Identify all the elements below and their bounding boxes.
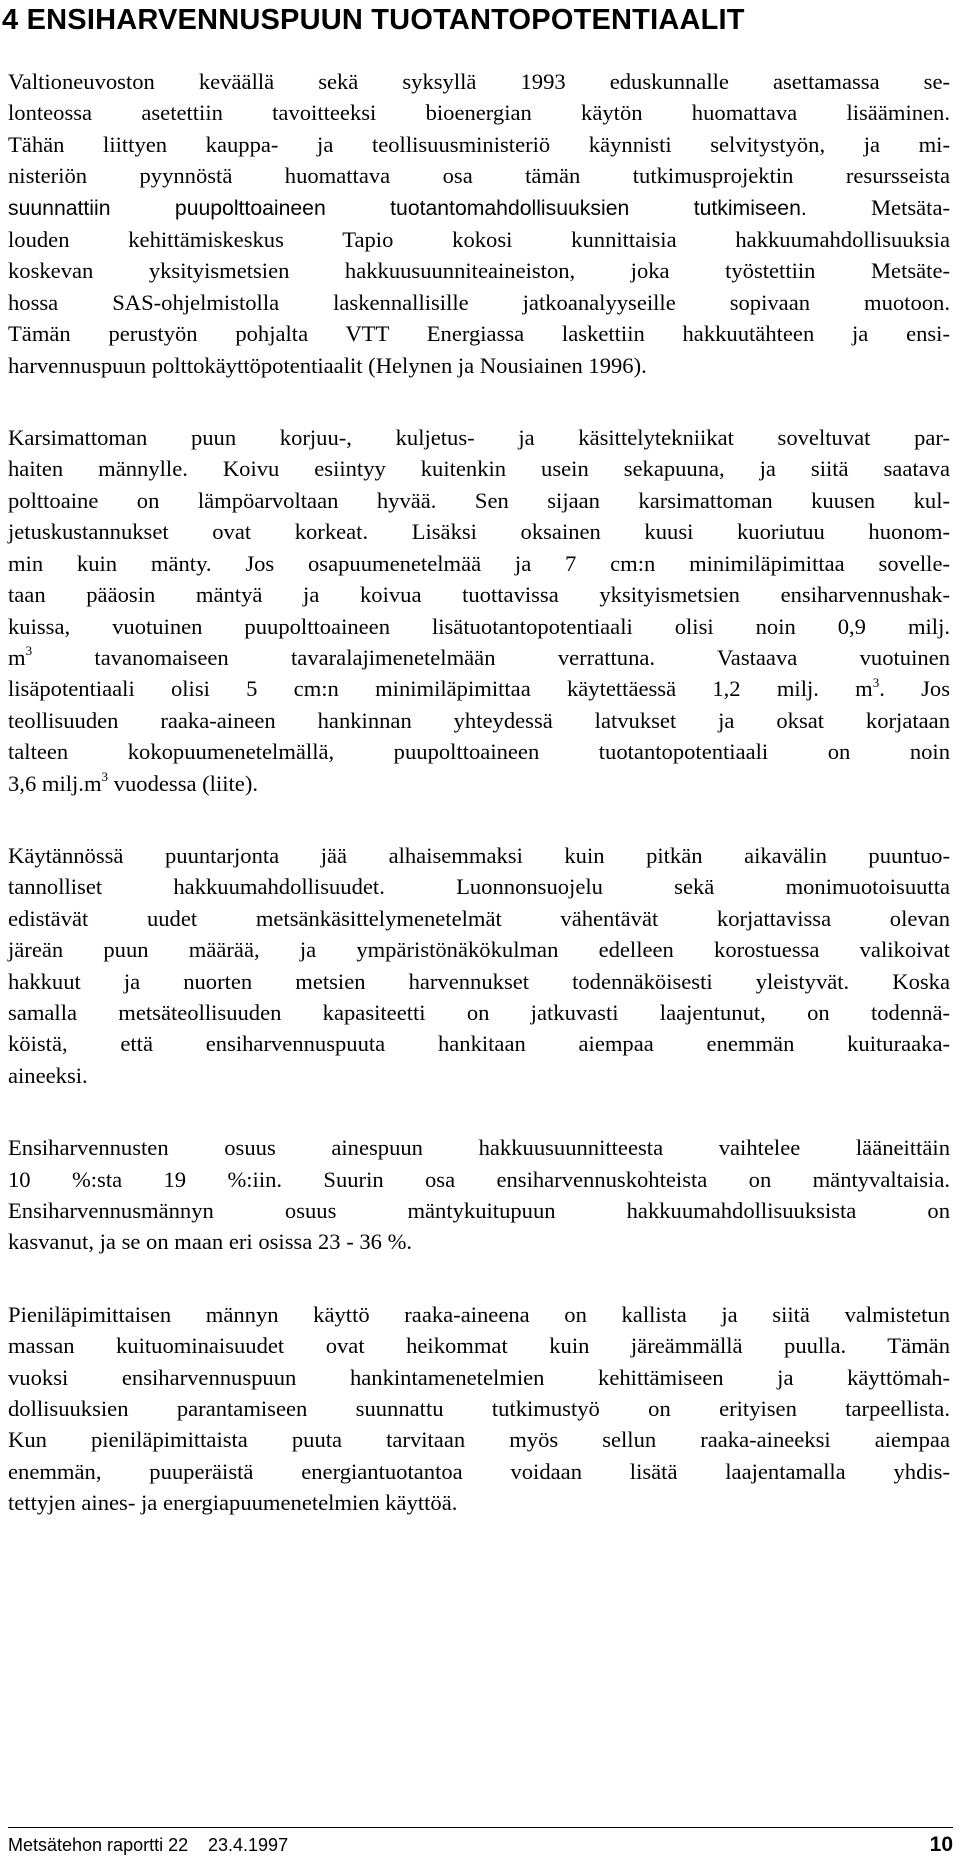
footer-divider xyxy=(8,1827,953,1828)
document-body xyxy=(8,66,950,1560)
text-line: Tämän perustyön pohjalta VTT Energiassa laskettiin hakkuutähteen ja ensi- xyxy=(8,321,950,347)
superscript: 3 xyxy=(101,769,109,784)
text-line: nisteriön pyynnöstä huomattava osa tämän tutkimusprojektin resursseista xyxy=(8,163,950,189)
text-segment: m xyxy=(8,644,26,670)
text-line: teollisuuden raaka-aineen hankinnan yhteydessä latvukset ja oksat korjataan xyxy=(8,707,950,733)
text-line: koskevan yksityismetsien hakkuusuunniteaineiston, joka työstettiin Metsäte- xyxy=(8,258,950,284)
text-line: 10 %:sta 19 %:iin. Suurin osa ensiharvennuskohteista on mäntyvaltaisia. xyxy=(8,1166,950,1192)
paragraph-4 xyxy=(8,1132,950,1258)
text-line: kasvanut, ja se on maan eri osissa 23 - 36 %. xyxy=(8,1229,413,1255)
text-line: polttoaine on lämpöarvoltaan hyvää. Sen sijaan karsimattoman kuusen kul- xyxy=(8,487,950,513)
text-line: tannolliset hakkuumahdollisuudet. Luonnonsuojelu sekä monimuotoisuutta xyxy=(8,874,950,900)
text-line: Pieniläpimittaisen männyn käyttö raaka-aineena on kallista ja siitä valmistetun xyxy=(8,1301,950,1327)
text-segment: vuodessa (liite). xyxy=(108,770,258,796)
text-line: haiten männylle. Koivu esiintyy kuitenkin usein sekapuuna, ja siitä saatava xyxy=(8,456,950,482)
text-segment: lisäpotentiaali olisi 5 cm:n minimiläpimittaa käytettäessä 1,2 milj. m xyxy=(8,676,873,702)
report-title: Metsätehon raportti 22 xyxy=(8,1835,189,1855)
text-line: aineeksi. xyxy=(8,1062,88,1088)
text-segment: tavanomaiseen tavaralajimenetelmään verrattuna. Vastaava vuotuinen xyxy=(32,644,950,670)
text-line: Käytännössä puuntarjonta jää alhaisemmaksi kuin pitkän aikavälin puuntuo- xyxy=(8,842,950,868)
text-line: Valtioneuvoston keväällä sekä syksyllä 1993 eduskunnalle asettamassa se- xyxy=(8,69,950,94)
text-line: hakkuut ja nuorten metsien harvennukset todennäköisesti yleistyvät. Koska xyxy=(8,968,950,994)
text-line: hossa SAS-ohjelmistolla laskennallisille jatkoanalyyseille sopivaan muotoon. xyxy=(8,289,950,315)
text-line: Tähän liittyen kauppa- ja teollisuusministeriö käynnisti selvitystyön, ja mi- xyxy=(8,131,950,157)
superscript: 3 xyxy=(25,643,33,659)
text-line: kuissa, vuotuinen puupolttoaineen lisätuotantopotentiaali olisi noin 0,9 milj. xyxy=(8,613,950,639)
text-line: massan kuituominaisuudet ovat heikommat kuin järeämmällä puulla. Tämän xyxy=(8,1333,950,1359)
text-line: järeän puun määrää, ja ympäristönäkökulman edelleen korostuessa valikoivat xyxy=(8,937,950,963)
superscript: 3 xyxy=(872,674,880,690)
text-line: min kuin mänty. Jos osapuumenetelmää ja 7 cm:n minimiläpimittaa sovelle- xyxy=(8,550,950,576)
text-line: harvennuspuun polttokäyttöpotentiaalit (Helynen ja Nousiainen 1996). xyxy=(8,352,647,378)
text-line: enemmän, puuperäistä energiantuotantoa voidaan lisätä laajentamalla yhdis- xyxy=(8,1458,950,1484)
text-line: dollisuuksien parantamiseen suunnattu tutkimustyö on erityisen tarpeellista. xyxy=(8,1396,950,1422)
report-date: 23.4.1997 xyxy=(208,1835,289,1855)
text-line: Ensiharvennusten osuus ainespuun hakkuusuunnitteesta vaihtelee lääneittäin xyxy=(8,1135,950,1161)
text-line: taan pääosin mäntyä ja koivua tuottavissa yksityismetsien ensiharvennushak- xyxy=(8,582,950,608)
sans-text-segment: suunnattiin puupolttoaineen tuotantomahdollisuuksien tutkimiseen. xyxy=(8,196,807,220)
page-footer xyxy=(8,1832,953,1858)
text-segment: 3,6 milj.m xyxy=(8,770,102,796)
text-line: tettyjen aines- ja energiapuumenetelmien käyttöä. xyxy=(8,1490,458,1516)
text-line xyxy=(8,192,950,224)
paragraph-1 xyxy=(8,66,950,381)
page-number: 10 xyxy=(929,1833,953,1856)
text-segment: . Jos xyxy=(879,676,950,702)
text-segment: Metsäta- xyxy=(806,194,950,220)
text-line: talteen kokopuumenetelmällä, puupolttoaineen tuotantopotentiaali on noin xyxy=(8,739,950,765)
text-line xyxy=(8,768,950,799)
text-line: Kun pieniläpimittaista puuta tarvitaan myös sellun raaka-aineeksi aiempaa xyxy=(8,1427,950,1453)
text-line: louden kehittämiskeskus Tapio kokosi kunnittaisia hakkuumahdollisuuksia xyxy=(8,227,950,253)
paragraph-5 xyxy=(8,1299,950,1519)
text-line xyxy=(8,642,950,673)
text-line: lonteossa asetettiin tavoitteeksi bioenergian käytön huomattava lisääminen. xyxy=(8,100,950,126)
section-heading: 4 ENSIHARVENNUSPUUN TUOTANTOPOTENTIAALIT xyxy=(2,4,745,36)
text-line: samalla metsäteollisuuden kapasiteetti on jatkuvasti laajentunut, on todennä- xyxy=(8,999,950,1025)
text-line xyxy=(8,673,950,704)
text-line: edistävät uudet metsänkäsittelymenetelmät vähentävät korjattavissa olevan xyxy=(8,905,950,931)
text-line: vuoksi ensiharvennuspuun hankintamenetelmien kehittämiseen ja käyttömah- xyxy=(8,1364,950,1390)
paragraph-3 xyxy=(8,840,950,1091)
text-line: köistä, että ensiharvennuspuuta hankitaan aiempaa enemmän kuituraaka- xyxy=(8,1031,950,1057)
paragraph-2 xyxy=(8,422,950,799)
text-line: jetuskustannukset ovat korkeat. Lisäksi oksainen kuusi kuoriutuu huonom- xyxy=(8,519,950,545)
text-line: Ensiharvennusmännyn osuus mäntykuitupuun hakkuumahdollisuuksista on xyxy=(8,1198,950,1223)
text-line: Karsimattoman puun korjuu-, kuljetus- ja käsittelytekniikat soveltuvat par- xyxy=(8,425,950,451)
